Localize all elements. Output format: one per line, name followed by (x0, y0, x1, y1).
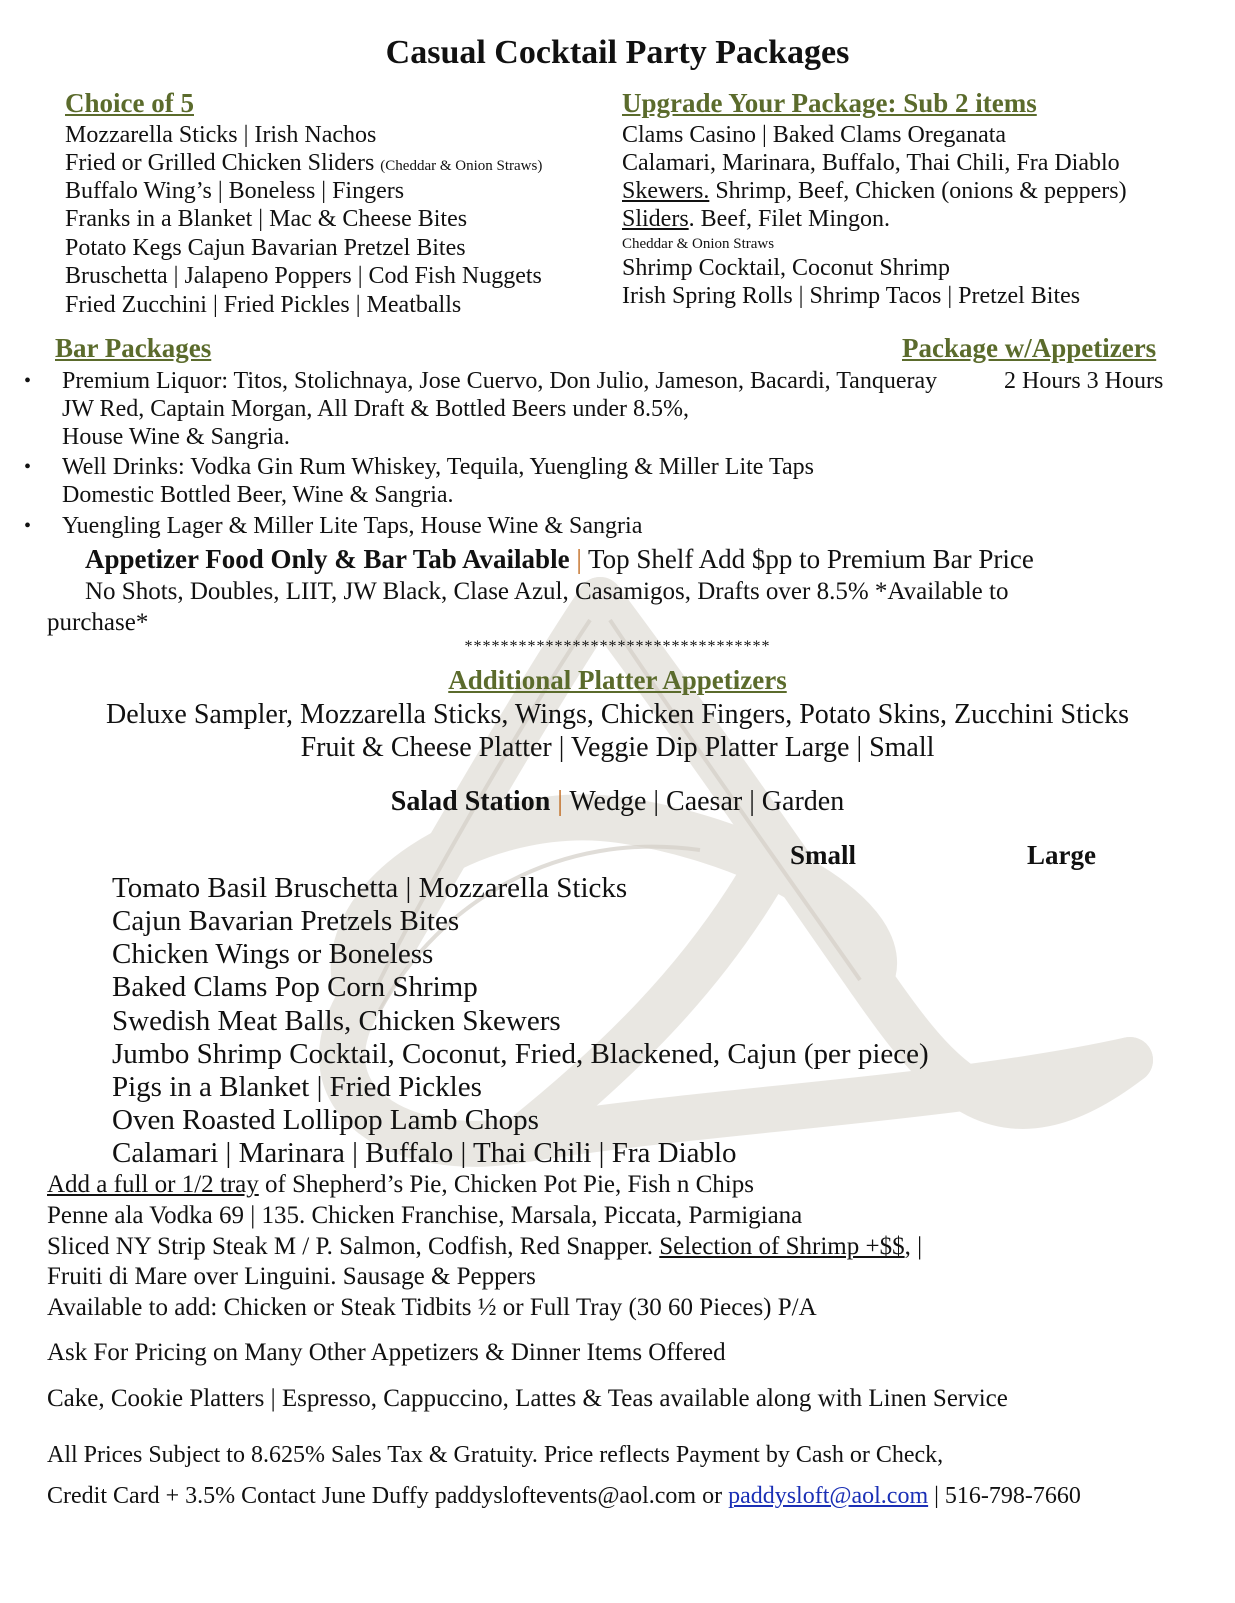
salad-bold: Salad Station (390, 786, 551, 817)
size-large-header: Large (1027, 840, 1096, 870)
upgrade-note: Cheddar & Onion Straws (622, 236, 775, 252)
size-small-header: Small (790, 840, 857, 870)
choice-sliders-note: (Cheddar & Onion Straws) (380, 158, 543, 174)
choice-line-4: Franks in a Blanket | Mac & Cheese Bites (65, 206, 468, 232)
hours-columns: 2 Hours 3 Hours (1004, 368, 1164, 394)
penne-line: Penne ala Vodka 69 | 135. Chicken Franchise, Marsala, Piccata, Parmigiana (47, 1202, 803, 1229)
appetizer-sep: | (569, 544, 588, 574)
bar-heading: Bar Packages (55, 333, 212, 363)
appetizer-bold: Appetizer Food Only & Bar Tab Available (85, 544, 570, 574)
skewers-label: Skewers. (622, 178, 710, 204)
salad-rest: Wedge | Caesar | Garden (569, 786, 845, 817)
tray-line (47, 1171, 754, 1199)
steak-pre: Sliced NY Strip Steak M / P. Salmon, Codfish, Red Snapper. (47, 1233, 660, 1260)
appetizer-bar-tab-line (85, 544, 1034, 575)
purchase-line: purchase* (47, 609, 149, 636)
item-6: Jumbo Shrimp Cocktail, Coconut, Fried, Blackened, Cajun (per piece) (112, 1038, 929, 1070)
premium-line-2: JW Red, Captain Morgan, All Draft & Bottled Beers under 8.5%, (62, 396, 690, 422)
steak-line (47, 1233, 922, 1261)
choice-line-2 (65, 150, 542, 177)
item-2: Cajun Bavarian Pretzels Bites (112, 905, 460, 937)
cake-line: Cake, Cookie Platters | Espresso, Cappuccino, Lattes & Teas available along with Linen Service (47, 1385, 1008, 1412)
item-4: Baked Clams Pop Corn Shrimp (112, 971, 478, 1003)
item-3: Chicken Wings or Boneless (112, 938, 434, 970)
contact-pre: Credit Card + 3.5% Contact June Duffy paddysloftevents@aol.com or (47, 1483, 729, 1509)
choice-line-7: Fried Zucchini | Fried Pickles | Meatballs (65, 292, 462, 318)
no-shots-line: No Shots, Doubles, LIIT, JW Black, Clase Azul, Casamigos, Drafts over 8.5% *Available to (85, 578, 1009, 605)
contact-post: | 516-798-7660 (928, 1483, 1081, 1509)
platter-heading: Additional Platter Appetizers (448, 665, 787, 695)
package-appetizers-heading: Package w/Appetizers (902, 333, 1157, 363)
skewers-text: Shrimp, Beef, Chicken (onions & peppers) (709, 178, 1127, 204)
upgrade-line-2: Calamari, Marinara, Buffalo, Thai Chili, Fra Diablo (622, 150, 1120, 176)
upgrade-line-7: Irish Spring Rolls | Shrimp Tacos | Pretzel Bites (622, 283, 1081, 309)
fruiti-line: Fruiti di Mare over Linguini. Sausage & Peppers (47, 1263, 536, 1290)
page-title: Casual Cocktail Party Packages (385, 34, 850, 71)
platter-line-1: Deluxe Sampler, Mozzarella Sticks, Wings, Chicken Fingers, Potato Skins, Zucchini Sticks (106, 699, 1129, 730)
salad-station-line (0, 786, 1235, 818)
tray-link[interactable]: Add a full or 1/2 tray (47, 1171, 259, 1198)
contact-line (47, 1483, 1081, 1510)
tray-rest: of Shepherd’s Pie, Chicken Pot Pie, Fish n Chips (258, 1171, 754, 1198)
premium-line-1: Premium Liquor: Titos, Stolichnaya, Jose Cuervo, Don Julio, Jameson, Bacardi, Tanqueray (62, 368, 938, 394)
well-line-2: Domestic Bottled Beer, Wine & Sangria. (62, 482, 454, 508)
upgrade-heading: Upgrade Your Package: Sub 2 items (622, 88, 1037, 118)
premium-line-3: House Wine & Sangria. (62, 424, 290, 450)
choice-line-6: Bruschetta | Jalapeno Poppers | Cod Fish Nuggets (65, 263, 542, 289)
sliders-text: . Beef, Filet Mingon. (688, 206, 890, 232)
upgrade-skewers (622, 178, 1127, 205)
steak-post: , | (904, 1233, 923, 1260)
item-7: Pigs in a Blanket | Fried Pickles (112, 1071, 482, 1103)
upgrade-line-1: Clams Casino | Baked Clams Oreganata (622, 122, 1007, 148)
well-line-1: Well Drinks: Vodka Gin Rum Whiskey, Tequila, Yuengling & Miller Lite Taps (62, 454, 814, 480)
item-8: Oven Roasted Lollipop Lamb Chops (112, 1104, 539, 1136)
bullet-3: • (24, 515, 32, 537)
upgrade-sliders (622, 206, 890, 233)
star-divider: ********************************** (464, 638, 771, 655)
bullet-1: • (24, 370, 32, 392)
item-5: Swedish Meat Balls, Chicken Skewers (112, 1005, 561, 1037)
email-link[interactable]: paddysloft@aol.com (728, 1483, 929, 1509)
ask-line: Ask For Pricing on Many Other Appetizers & Dinner Items Offered (47, 1339, 726, 1366)
yuengling-line: Yuengling Lager & Miller Lite Taps, House Wine & Sangria (62, 513, 643, 539)
upgrade-line-6: Shrimp Cocktail, Coconut Shrimp (622, 255, 950, 281)
appetizer-rest: Top Shelf Add $pp to Premium Bar Price (588, 544, 1034, 574)
bullet-2: • (24, 456, 32, 478)
prices-line: All Prices Subject to 8.625% Sales Tax & Gratuity. Price reflects Payment by Cash or Check, (47, 1442, 944, 1468)
choice-line-1: Mozzarella Sticks | Irish Nachos (65, 122, 377, 148)
choice-line-2-text: Fried or Grilled Chicken Sliders (65, 150, 375, 176)
salad-sep: | (550, 786, 570, 817)
item-1: Tomato Basil Bruschetta | Mozzarella Sticks (112, 872, 628, 904)
choice-heading: Choice of 5 (65, 88, 194, 118)
choice-line-5: Potato Kegs Cajun Bavarian Pretzel Bites (65, 235, 466, 261)
sliders-label: Sliders (622, 206, 689, 232)
shrimp-link[interactable]: Selection of Shrimp +$$ (659, 1233, 905, 1260)
available-line: Available to add: Chicken or Steak Tidbits ½ or Full Tray (30 60 Pieces) P/A (47, 1294, 817, 1321)
platter-line-2: Fruit & Cheese Platter | Veggie Dip Platter Large | Small (300, 732, 935, 763)
choice-line-3: Buffalo Wing’s | Boneless | Fingers (65, 178, 405, 204)
item-9: Calamari | Marinara | Buffalo | Thai Chili | Fra Diablo (112, 1137, 737, 1169)
